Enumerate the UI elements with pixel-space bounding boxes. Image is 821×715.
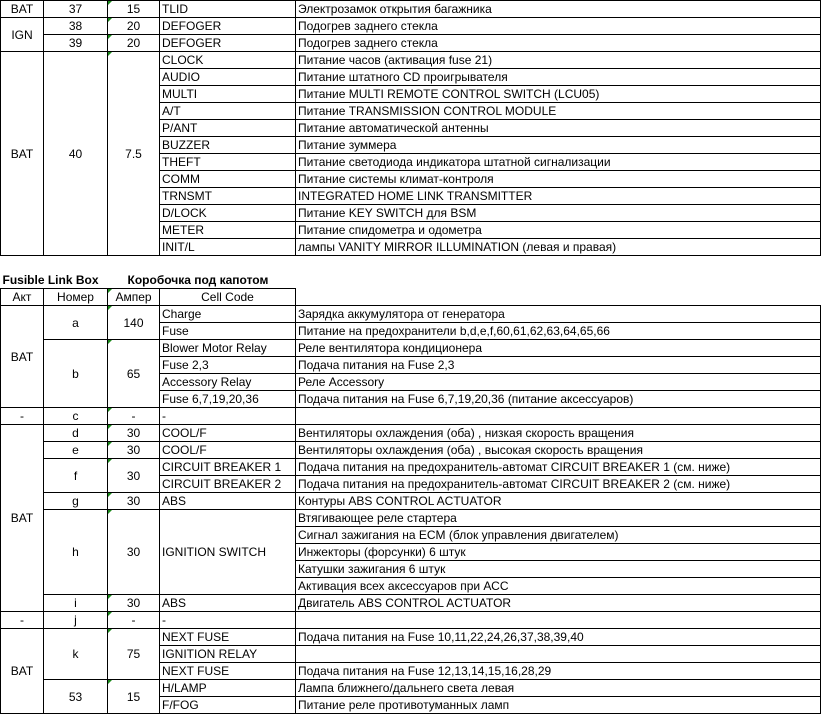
number-cell: d: [44, 425, 108, 442]
code-cell: NEXT FUSE: [160, 663, 296, 680]
desc-cell: Активация всех аксессуаров при АСС: [296, 578, 821, 595]
code-cell: Blower Motor Relay: [160, 340, 296, 357]
number-cell: 40: [44, 52, 108, 256]
group-cell: BAT: [1, 629, 44, 714]
desc-cell: Подача питания на Fuse 10,11,22,24,26,37,38,39,40: [296, 629, 821, 646]
desc-cell: Вентиляторы охлаждения (оба) , низкая скорость вращения: [296, 425, 821, 442]
desc-cell: [296, 408, 821, 425]
amp-cell: 30: [108, 459, 160, 493]
table-row: [1, 680, 821, 697]
table-row: [1, 408, 821, 425]
desc-cell: Питание автоматической антенны: [296, 120, 821, 137]
desc-cell: Втягивающее реле стартера: [296, 510, 821, 527]
desc-cell: Питание TRANSMISSION CONTROL MODULE: [296, 103, 821, 120]
number-cell: f: [44, 459, 108, 493]
table-row: [1, 340, 821, 357]
code-cell: Fuse 6,7,19,20,36: [160, 391, 296, 408]
code-cell: COOL/F: [160, 425, 296, 442]
code-cell: Fuse: [160, 323, 296, 340]
desc-cell: Питание реле противотуманных ламп: [296, 697, 821, 714]
number-cell: 39: [44, 35, 108, 52]
code-cell: A/T: [160, 103, 296, 120]
table-row: [1, 306, 821, 323]
code-cell: P/ANT: [160, 120, 296, 137]
table-row: [1, 629, 821, 646]
desc-cell: Лампа ближнего/дальнего света левая: [296, 680, 821, 697]
desc-cell: Питание на предохранители b,d,e,f,60,61,62,63,64,65,66: [296, 323, 821, 340]
code-cell: DEFOGER: [160, 18, 296, 35]
section-title-row: [1, 272, 821, 289]
number-cell: i: [44, 595, 108, 612]
desc-cell: Подогрев заднего стекла: [296, 35, 821, 52]
number-cell: 38: [44, 18, 108, 35]
column-header-code: Cell Code: [160, 289, 296, 306]
code-cell: COMM: [160, 171, 296, 188]
code-cell: THEFT: [160, 154, 296, 171]
group-cell: BAT: [1, 425, 44, 612]
amp-cell: 20: [108, 35, 160, 52]
code-cell: F/FOG: [160, 697, 296, 714]
amp-cell: 30: [108, 442, 160, 459]
section-title: Fusible Link Box: [2, 273, 99, 287]
desc-cell: Питание MULTI REMOTE CONTROL SWITCH (LCU05): [296, 86, 821, 103]
table-row: [1, 35, 821, 52]
desc-cell: Подача питания на Fuse 2,3: [296, 357, 821, 374]
code-cell: ABS: [160, 595, 296, 612]
number-cell: e: [44, 442, 108, 459]
code-cell: CLOCK: [160, 52, 296, 69]
table-row: [1, 52, 821, 69]
desc-cell: Питание светодиода индикатора штатной сигнализации: [296, 154, 821, 171]
table-row: [1, 612, 821, 629]
desc-cell: Контуры ABS CONTROL ACTUATOR: [296, 493, 821, 510]
table-row: [1, 425, 821, 442]
group-cell: BAT: [1, 306, 44, 408]
code-cell: H/LAMP: [160, 680, 296, 697]
desc-cell: Инжекторы (форсунки) 6 штук: [296, 544, 821, 561]
code-cell: NEXT FUSE: [160, 629, 296, 646]
number-cell: 37: [44, 1, 108, 18]
desc-cell: [296, 646, 821, 663]
table-row: [1, 595, 821, 612]
desc-cell: Реле вентилятора кондиционера: [296, 340, 821, 357]
group-cell: BAT: [1, 52, 44, 256]
amp-cell: 30: [108, 595, 160, 612]
desc-cell: Двигатель ABS CONTROL ACTUATOR: [296, 595, 821, 612]
amp-cell: -: [108, 612, 160, 629]
desc-cell: Питание KEY SWITCH для BSM: [296, 205, 821, 222]
code-cell: -: [160, 408, 296, 425]
column-header-akt: Акт: [1, 289, 44, 306]
code-cell: MULTI: [160, 86, 296, 103]
column-header-amp: Ампер: [108, 289, 160, 306]
group-cell: -: [1, 612, 44, 629]
code-cell: Fuse 2,3: [160, 357, 296, 374]
desc-cell: Сигнал зажигания на ECM (блок управления двигателем): [296, 527, 821, 544]
section-subtitle: Коробочка под капотом: [127, 273, 269, 287]
number-cell: h: [44, 510, 108, 595]
number-cell: j: [44, 612, 108, 629]
desc-cell: Реле Accessory: [296, 374, 821, 391]
amp-cell: 15: [108, 680, 160, 714]
desc-cell: Вентиляторы охлаждения (оба) , высокая скорость вращения: [296, 442, 821, 459]
fusible-link-box-table: [0, 272, 821, 714]
amp-cell: 30: [108, 493, 160, 510]
amp-cell: 30: [108, 425, 160, 442]
number-cell: c: [44, 408, 108, 425]
desc-cell: Питание системы климат-контроля: [296, 171, 821, 188]
table-row: [1, 493, 821, 510]
desc-cell: Зарядка аккумулятора от генератора: [296, 306, 821, 323]
desc-cell: Питание штатного CD проигрывателя: [296, 69, 821, 86]
desc-cell: Подача питания на Fuse 12,13,14,15,16,28,29: [296, 663, 821, 680]
code-cell: IGNITION RELAY: [160, 646, 296, 663]
desc-cell: Питание часов (активация fuse 21): [296, 52, 821, 69]
code-cell: Accessory Relay: [160, 374, 296, 391]
amp-cell: 20: [108, 18, 160, 35]
code-cell: -: [160, 612, 296, 629]
number-cell: b: [44, 340, 108, 408]
desc-cell: Подача питания на Fuse 6,7,19,20,36 (питание аксессуаров): [296, 391, 821, 408]
code-cell: ABS: [160, 493, 296, 510]
table-row: [1, 459, 821, 476]
column-header-desc-empty: [296, 289, 821, 306]
code-cell: Charge: [160, 306, 296, 323]
desc-cell: лампы VANITY MIRROR ILLUMINATION (левая и правая): [296, 239, 821, 256]
group-cell: -: [1, 408, 44, 425]
amp-cell: 140: [108, 306, 160, 340]
desc-cell: Электрозамок открытия багажника: [296, 1, 821, 18]
amp-cell: 7.5: [108, 52, 160, 256]
column-header-number: Номер: [44, 289, 108, 306]
desc-cell: INTEGRATED HOME LINK TRANSMITTER: [296, 188, 821, 205]
desc-cell: Подогрев заднего стекла: [296, 18, 821, 35]
desc-cell: Питание зуммера: [296, 137, 821, 154]
code-cell: BUZZER: [160, 137, 296, 154]
code-cell: AUDIO: [160, 69, 296, 86]
number-cell: g: [44, 493, 108, 510]
amp-cell: 65: [108, 340, 160, 408]
column-header-row: [1, 289, 821, 306]
code-cell: IGNITION SWITCH: [160, 510, 296, 595]
code-cell: TRNSMT: [160, 188, 296, 205]
table-row: [1, 1, 821, 18]
amp-cell: 75: [108, 629, 160, 680]
desc-cell: [296, 612, 821, 629]
code-cell: CIRCUIT BREAKER 1: [160, 459, 296, 476]
number-cell: a: [44, 306, 108, 340]
code-cell: D/LOCK: [160, 205, 296, 222]
code-cell: TLID: [160, 1, 296, 18]
desc-cell: Катушки зажигания 6 штук: [296, 561, 821, 578]
desc-cell: Подача питания на предохранитель-автомат CIRCUIT BREAKER 1 (см. ниже): [296, 459, 821, 476]
fuse-table-upper: [0, 0, 821, 256]
code-cell: METER: [160, 222, 296, 239]
group-cell: BAT: [1, 1, 44, 18]
number-cell: 53: [44, 680, 108, 714]
table-row: [1, 442, 821, 459]
desc-cell: Питание спидометра и одометра: [296, 222, 821, 239]
number-cell: k: [44, 629, 108, 680]
group-cell: IGN: [1, 18, 44, 52]
code-cell: CIRCUIT BREAKER 2: [160, 476, 296, 493]
table-row: [1, 18, 821, 35]
table-row: [1, 510, 821, 527]
amp-cell: -: [108, 408, 160, 425]
desc-cell: Подача питания на предохранитель-автомат CIRCUIT BREAKER 2 (см. ниже): [296, 476, 821, 493]
amp-cell: 15: [108, 1, 160, 18]
code-cell: INIT/L: [160, 239, 296, 256]
amp-cell: 30: [108, 510, 160, 595]
code-cell: DEFOGER: [160, 35, 296, 52]
code-cell: COOL/F: [160, 442, 296, 459]
